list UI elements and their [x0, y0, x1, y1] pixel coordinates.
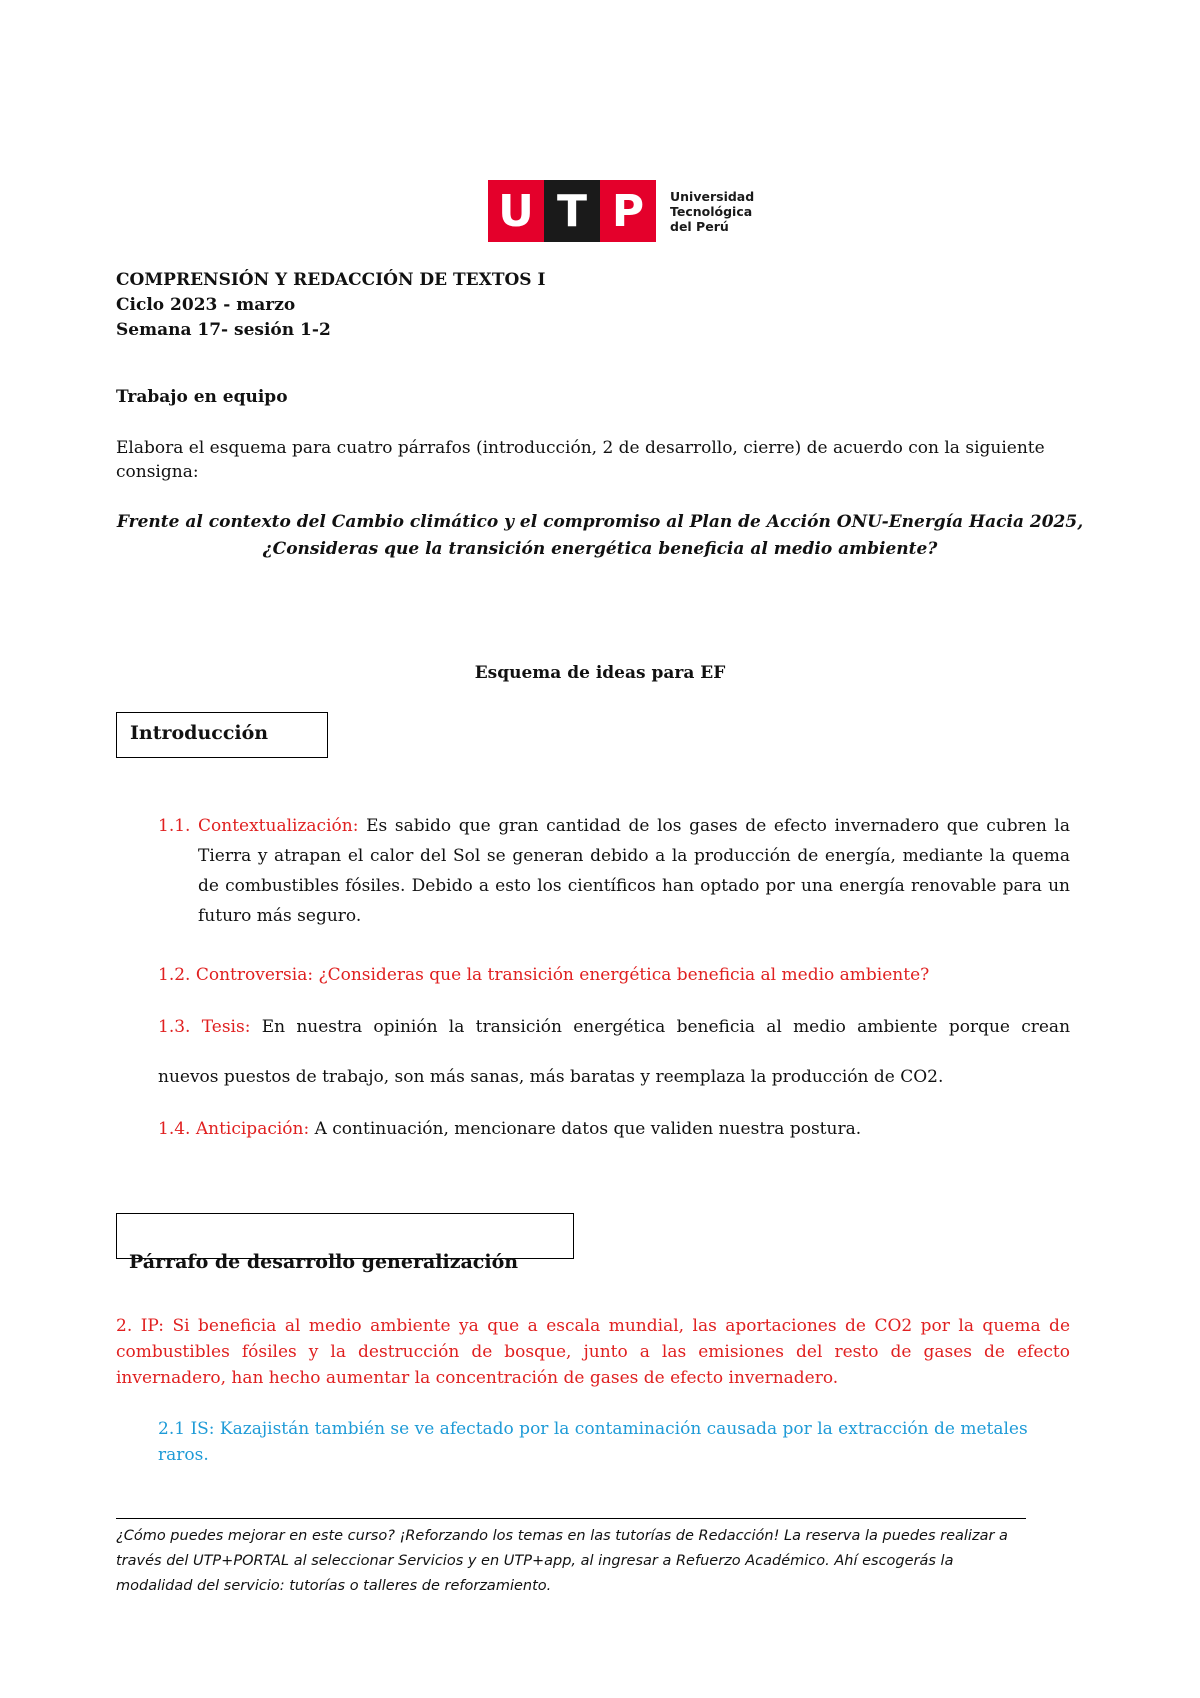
intro-item-1-3	[158, 1012, 1070, 1042]
footer-divider	[116, 1518, 1026, 1519]
item-1-1-body	[198, 811, 1070, 931]
course-title: COMPRENSIÓN Y REDACCIÓN DE TEXTOS I	[116, 270, 546, 290]
item-1-1-text: Es sabido que gran cantidad de los gases de efecto invernadero que cubren la Tierra y atrapan el calor del Sol se generan debido a la producción de energía, mediante la quema de combustibles fósiles. Debido a esto los científicos han optado por una energía renovable para un futuro más seguro.	[198, 816, 1071, 926]
item-1-2-label: Controversia:	[195, 965, 314, 985]
logo-line-3: del Perú	[670, 218, 729, 234]
item-1-3-number: 1.3.	[158, 1017, 191, 1037]
item-1-3-text-continued: nuevos puestos de trabajo, son más sanas, más baratas y reemplaza la producción de CO2.	[158, 1067, 944, 1087]
intro-box	[116, 712, 328, 758]
footer-note: ¿Cómo puedes mejorar en este curso? ¡Reforzando los temas en las tutorías de Redacción! La reserva la puedes realizar a través del UTP+PORTAL al seleccionar Servicios y en UTP+app, al ingresar a Refuerzo Académico. Ahí escogerás la modalidad del servicio: tutorías o talleres de reforzamiento.	[116, 1528, 1008, 1594]
development-is: 2.1 IS: Kazajistán también se ve afectado por la contaminación causada por la extracción de metales raros.	[158, 1419, 1028, 1465]
logo-letter-t: T	[544, 180, 600, 242]
task-title: Trabajo en equipo	[116, 387, 288, 407]
intro-item-1-4	[158, 1114, 861, 1144]
prompt-line-2: ¿Consideras que la transición energética beneficia al medio ambiente?	[262, 539, 938, 559]
course-week: Semana 17- sesión 1-2	[116, 320, 331, 340]
logo-wordmark	[670, 189, 754, 234]
intro-item-1-2	[158, 960, 929, 990]
item-1-4-text: A continuación, mencionare datos que validen nuestra postura.	[314, 1119, 862, 1139]
item-1-3-text: En nuestra opinión la transición energética beneficia al medio ambiente porque crean	[261, 1017, 1071, 1037]
task-instruction: Elabora el esquema para cuatro párrafos (introducción, 2 de desarrollo, cierre) de acuerdo con la siguiente consigna:	[116, 438, 1045, 482]
item-1-2-text: ¿Consideras que la transición energética beneficia al medio ambiente?	[318, 965, 930, 985]
course-header	[116, 268, 545, 343]
item-1-3-label: Tesis:	[201, 1017, 251, 1037]
item-1-1-label: Contextualización:	[198, 816, 359, 836]
development-box-label: Párrafo de desarrollo generalización	[129, 1251, 519, 1273]
intro-item-1-1	[158, 811, 1070, 931]
item-1-2-number: 1.2.	[158, 965, 191, 985]
prompt-line-1: Frente al contexto del Cambio climático y el compromiso al Plan de Acción ONU-Energía Hacia 2025,	[116, 512, 1084, 532]
logo-line-2: Tecnológica	[670, 203, 753, 219]
intro-box-label: Introducción	[130, 722, 269, 744]
logo-line-1: Universidad	[670, 188, 755, 204]
item-1-4-label: Anticipación:	[195, 1119, 310, 1139]
item-1-1-number: 1.1.	[158, 816, 191, 836]
scheme-title: Esquema de ideas para EF	[474, 663, 726, 683]
logo-letter-p: P	[600, 180, 656, 242]
task-prompt	[100, 509, 1100, 563]
course-cycle: Ciclo 2023 - marzo	[116, 295, 296, 315]
development-ip: 2. IP: Si beneficia al medio ambiente ya que a escala mundial, las aportaciones de CO2 por la quema de combustibles fósiles y la destrucción de bosque, junto a las emisiones del resto de gases de efecto invernadero, han hecho aumentar la concentración de gases de efecto invernadero.	[116, 1316, 1070, 1388]
logo-letter-u: U	[488, 180, 544, 242]
item-1-4-number: 1.4.	[158, 1119, 191, 1139]
utp-logo	[488, 180, 754, 242]
